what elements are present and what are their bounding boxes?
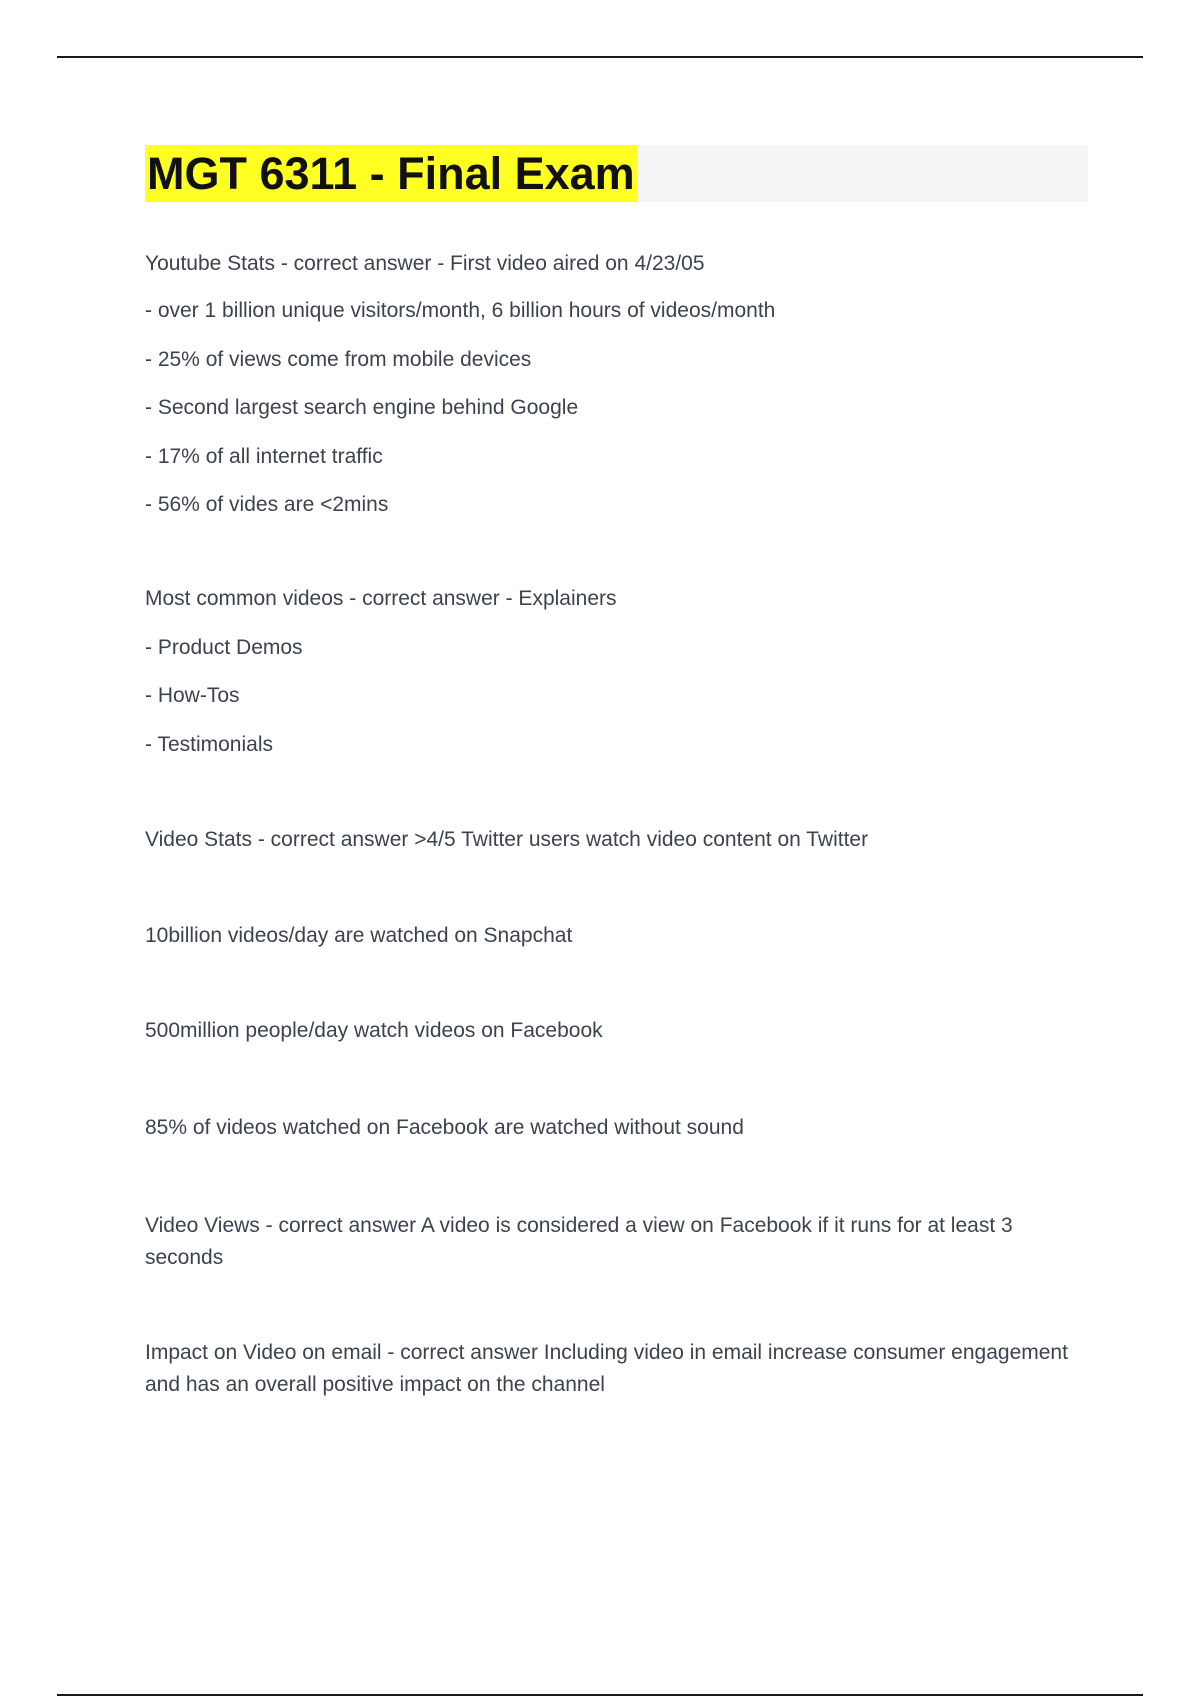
- bottom-rule: [57, 1694, 1143, 1696]
- page-title: MGT 6311 - Final Exam: [145, 145, 637, 202]
- text-line: - Testimonials: [145, 733, 273, 756]
- text-line: - How-Tos: [145, 684, 240, 707]
- text-line: - 17% of all internet traffic: [145, 445, 383, 468]
- top-rule: [57, 56, 1143, 58]
- text-line: - Product Demos: [145, 636, 303, 659]
- text-line: 500million people/day watch videos on Facebook: [145, 1019, 603, 1042]
- text-line: Video Stats - correct answer >4/5 Twitter users watch video content on Twitter: [145, 828, 869, 851]
- text-line: 10billion videos/day are watched on Snapchat: [145, 924, 573, 947]
- text-line: Most common videos - correct answer - Explainers: [145, 587, 617, 610]
- text-paragraph: Video Views - correct answer A video is considered a view on Facebook if it runs for at least 3 seconds: [145, 1214, 1013, 1269]
- text-line: - over 1 billion unique visitors/month, 6 billion hours of videos/month: [145, 299, 776, 322]
- text-line: - Second largest search engine behind Google: [145, 396, 579, 419]
- text-line: - 56% of vides are <2mins: [145, 493, 389, 516]
- text-paragraph: Impact on Video on email - correct answer Including video in email increase consumer engagement and has an overall positive impact on the channel: [145, 1341, 1068, 1396]
- text-line: 85% of videos watched on Facebook are watched without sound: [145, 1116, 744, 1139]
- text-line: - 25% of views come from mobile devices: [145, 348, 532, 371]
- text-line: Youtube Stats - correct answer - First video aired on 4/23/05: [145, 252, 705, 275]
